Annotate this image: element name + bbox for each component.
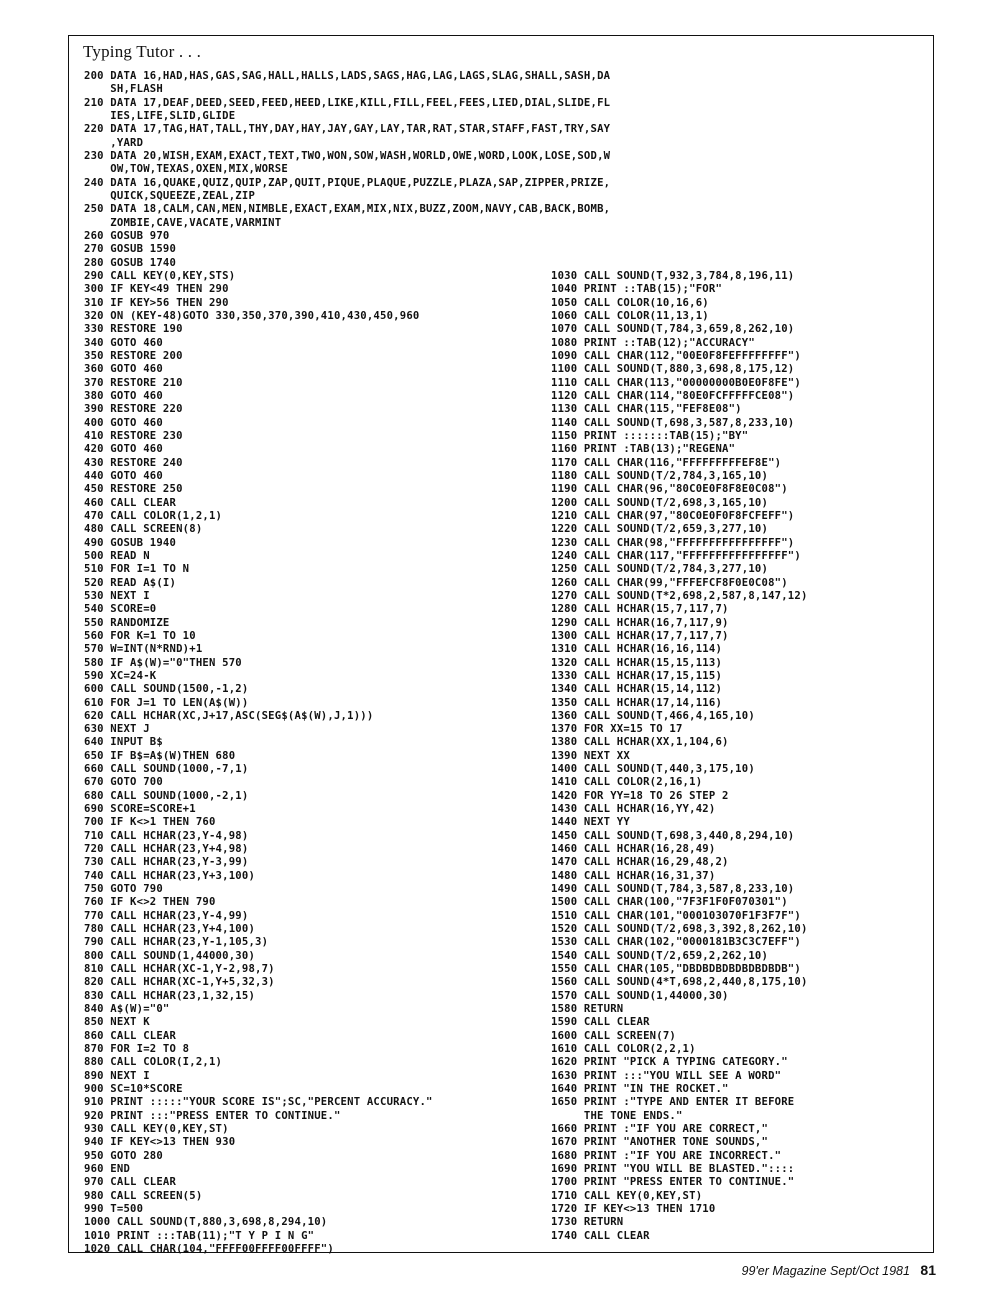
code-line: 1470 CALL HCHAR(16,29,48,2) bbox=[551, 856, 729, 869]
page-number: 81 bbox=[920, 1262, 936, 1278]
code-line: 1290 CALL HCHAR(16,7,117,9) bbox=[551, 616, 729, 629]
code-line: 1110 CALL CHAR(113,"00000000B0E0F8FE") bbox=[551, 376, 801, 389]
code-line: 1200 CALL SOUND(T/2,698,3,165,10) bbox=[551, 496, 769, 509]
code-line: 300 IF KEY<49 THEN 290 bbox=[84, 283, 229, 296]
code-line: 940 IF KEY<>13 THEN 930 bbox=[84, 1136, 236, 1149]
code-line: 1270 CALL SOUND(T*2,698,2,587,8,147,12) bbox=[551, 589, 808, 602]
code-line: 1590 CALL CLEAR bbox=[551, 1016, 650, 1029]
code-line: 1250 CALL SOUND(T/2,784,3,277,10) bbox=[551, 563, 769, 576]
code-line: 890 NEXT I bbox=[84, 1069, 150, 1082]
code-line: 270 GOSUB 1590 bbox=[84, 243, 177, 256]
code-line: 230 DATA 20,WISH,EXAM,EXACT,TEXT,TWO,WON,SOW,WASH,WORLD,OWE,WORD,LOOK,LOSE,SOD,W bbox=[84, 149, 611, 162]
code-line: 1130 CALL CHAR(115,"FEF8E08") bbox=[551, 403, 742, 416]
code-line: 1320 CALL HCHAR(15,15,113) bbox=[551, 656, 723, 669]
code-line: 1000 CALL SOUND(T,880,3,698,8,294,10) bbox=[84, 1216, 328, 1229]
code-line: 1080 PRINT ::TAB(12);"ACCURACY" bbox=[551, 336, 755, 349]
code-line: 580 IF A$(W)="0"THEN 570 bbox=[84, 656, 242, 669]
code-line: 440 GOTO 460 bbox=[84, 469, 163, 482]
code-line: 1170 CALL CHAR(116,"FFFFFFFFFEF8E") bbox=[551, 456, 782, 469]
code-line: 1650 PRINT :"TYPE AND ENTER IT BEFORE bbox=[551, 1096, 795, 1109]
code-line: 1630 PRINT :::"YOU WILL SEE A WORD" bbox=[551, 1069, 782, 1082]
code-line: 290 CALL KEY(0,KEY,STS) bbox=[84, 270, 236, 282]
code-line: 1540 CALL SOUND(T/2,659,2,262,10) bbox=[551, 949, 769, 962]
code-line: 1580 RETURN bbox=[551, 1003, 624, 1016]
code-line: 1660 PRINT :"IF YOU ARE CORRECT," bbox=[551, 1123, 769, 1135]
code-line: 730 CALL HCHAR(23,Y-3,99) bbox=[84, 856, 249, 869]
code-line: 1390 NEXT XX bbox=[551, 749, 630, 762]
code-line: 370 RESTORE 210 bbox=[84, 376, 183, 389]
code-line: 1210 CALL CHAR(97,"80C0E0F0F8FCFEFF") bbox=[551, 509, 795, 522]
code-line: OW,TOW,TEXAS,OXEN,MIX,WORSE bbox=[84, 163, 288, 176]
code-line: 470 CALL COLOR(1,2,1) bbox=[84, 509, 223, 522]
code-line: 1510 CALL CHAR(101,"000103070F1F3F7F") bbox=[551, 909, 801, 922]
code-line: 1680 PRINT :"IF YOU ARE INCORRECT." bbox=[551, 1149, 782, 1162]
code-line: 950 GOTO 280 bbox=[84, 1149, 163, 1162]
code-line: 450 RESTORE 250 bbox=[84, 483, 183, 496]
code-line: 660 CALL SOUND(1000,-7,1) bbox=[84, 763, 249, 776]
code-line: 570 W=INT(N*RND)+1 bbox=[84, 643, 203, 656]
page-title: Typing Tutor . . . bbox=[83, 42, 202, 61]
code-line: 740 CALL HCHAR(23,Y+3,100) bbox=[84, 869, 256, 882]
code-line: 1720 IF KEY<>13 THEN 1710 bbox=[551, 1202, 716, 1215]
code-line: 610 FOR J=1 TO LEN(A$(W)) bbox=[84, 696, 249, 709]
code-line: 1570 CALL SOUND(1,44000,30) bbox=[551, 989, 729, 1002]
code-line: 1530 CALL CHAR(102,"0000181B3C3C7EFF") bbox=[551, 936, 801, 949]
code-line: 1460 CALL HCHAR(16,28,49) bbox=[551, 843, 716, 856]
code-line: 920 PRINT :::"PRESS ENTER TO CONTINUE." bbox=[84, 1109, 341, 1122]
code-line: 510 FOR I=1 TO N bbox=[84, 563, 190, 576]
code-line: 1090 CALL CHAR(112,"00E0F8FEFFFFFFFF") bbox=[551, 349, 801, 362]
code-line: 1160 PRINT :TAB(13);"REGENA" bbox=[551, 443, 736, 456]
code-line: 220 DATA 17,TAG,HAT,TALL,THY,DAY,HAY,JAY,GAY,LAY,TAR,RAT,STAR,STAFF,FAST,TRY,SAY bbox=[84, 123, 611, 136]
code-line: 980 CALL SCREEN(5) bbox=[84, 1189, 203, 1202]
code-line: 1640 PRINT "IN THE ROCKET." bbox=[551, 1083, 729, 1096]
code-line: 680 CALL SOUND(1000,-2,1) bbox=[84, 789, 249, 802]
code-line: 1710 CALL KEY(0,KEY,ST) bbox=[551, 1189, 703, 1202]
code-line: 910 PRINT :::::"YOUR SCORE IS";SC,"PERCENT ACCURACY." bbox=[84, 1096, 433, 1109]
code-line: ZOMBIE,CAVE,VACATE,VARMINT bbox=[84, 216, 282, 229]
code-line: 380 GOTO 460 bbox=[84, 389, 163, 402]
code-line: 390 RESTORE 220 bbox=[84, 403, 183, 416]
code-line: 1220 CALL SOUND(T/2,659,3,277,10) bbox=[551, 523, 769, 536]
code-line: 1490 CALL SOUND(T,784,3,587,8,233,10) bbox=[551, 883, 795, 896]
code-line: 1150 PRINT :::::::TAB(15);"BY" bbox=[551, 429, 749, 442]
code-line: 400 GOTO 460 bbox=[84, 416, 163, 429]
code-line: 710 CALL HCHAR(23,Y-4,98) bbox=[84, 829, 249, 842]
code-line: 930 CALL KEY(0,KEY,ST) bbox=[84, 1123, 229, 1135]
code-line: 620 CALL HCHAR(XC,J+17,ASC(SEG$(A$(W),J,1))) bbox=[84, 709, 374, 722]
code-line: 790 CALL HCHAR(23,Y-1,105,3) bbox=[84, 936, 269, 949]
code-line: 1410 CALL COLOR(2,16,1) bbox=[551, 776, 703, 789]
code-line: 260 GOSUB 970 bbox=[84, 229, 170, 242]
code-line: 1060 CALL COLOR(11,13,1) bbox=[551, 309, 709, 322]
code-line: ,YARD bbox=[84, 136, 144, 149]
code-line: 1480 CALL HCHAR(16,31,37) bbox=[551, 869, 716, 882]
code-line: 860 CALL CLEAR bbox=[84, 1029, 177, 1042]
code-line: 1020 CALL CHAR(104,"FFFF00FFFF00FFFF") bbox=[84, 1242, 334, 1255]
code-line: 1050 CALL COLOR(10,16,6) bbox=[551, 296, 709, 309]
code-line: 1340 CALL HCHAR(15,14,112) bbox=[551, 683, 723, 696]
code-line: 1230 CALL CHAR(98,"FFFFFFFFFFFFFFFF") bbox=[551, 536, 795, 549]
code-line: 840 A$(W)="0" bbox=[84, 1003, 170, 1016]
code-line: 830 CALL HCHAR(23,1,32,15) bbox=[84, 989, 256, 1002]
code-line: 650 IF B$=A$(W)THEN 680 bbox=[84, 749, 236, 762]
code-line: SH,FLASH bbox=[84, 83, 163, 96]
code-line: 1330 CALL HCHAR(17,15,115) bbox=[551, 669, 723, 682]
code-line: 310 IF KEY>56 THEN 290 bbox=[84, 296, 229, 309]
listing-left-column bbox=[84, 270, 433, 1256]
code-line: 960 END bbox=[84, 1162, 131, 1175]
code-line: 490 GOSUB 1940 bbox=[84, 536, 177, 549]
code-line: 520 READ A$(I) bbox=[84, 576, 177, 589]
code-line: 1240 CALL CHAR(117,"FFFFFFFFFFFFFFFF") bbox=[551, 549, 801, 562]
code-line: 1120 CALL CHAR(114,"80E0FCFFFFFCE08") bbox=[551, 389, 795, 402]
code-line: 1370 FOR XX=15 TO 17 bbox=[551, 723, 683, 736]
code-line: 1420 FOR YY=18 TO 26 STEP 2 bbox=[551, 789, 729, 802]
code-line: 350 RESTORE 200 bbox=[84, 349, 183, 362]
code-line: 1430 CALL HCHAR(16,YY,42) bbox=[551, 803, 716, 816]
code-line: 810 CALL HCHAR(XC-1,Y-2,98,7) bbox=[84, 963, 275, 976]
code-line: 1190 CALL CHAR(96,"80C0E0F8F8E0C08") bbox=[551, 483, 788, 496]
code-line: 1740 CALL CLEAR bbox=[551, 1229, 650, 1242]
code-line: 900 SC=10*SCORE bbox=[84, 1083, 183, 1096]
code-line: 630 NEXT J bbox=[84, 723, 150, 736]
code-line: 1010 PRINT :::TAB(11);"T Y P I N G" bbox=[84, 1229, 315, 1242]
code-line: 1400 CALL SOUND(T,440,3,175,10) bbox=[551, 763, 755, 776]
code-line: 210 DATA 17,DEAF,DEED,SEED,FEED,HEED,LIKE,KILL,FILL,FEEL,FEES,LIED,DIAL,SLIDE,FL bbox=[84, 96, 611, 109]
code-line: 200 DATA 16,HAD,HAS,GAS,SAG,HALL,HALLS,LADS,SAGS,HAG,LAG,LAGS,SLAG,SHALL,SASH,DA bbox=[84, 70, 611, 82]
code-line: 670 GOTO 700 bbox=[84, 776, 163, 789]
code-line: 1550 CALL CHAR(105,"DBDBDBDBDBDBDBDB") bbox=[551, 963, 801, 976]
code-line: 1140 CALL SOUND(T,698,3,587,8,233,10) bbox=[551, 416, 795, 429]
listing-right-column bbox=[551, 270, 808, 1243]
code-line: 1260 CALL CHAR(99,"FFFEFCF8F0E0C08") bbox=[551, 576, 788, 589]
code-line: 1440 NEXT YY bbox=[551, 816, 630, 829]
code-line: 540 SCORE=0 bbox=[84, 603, 157, 616]
code-line: 560 FOR K=1 TO 10 bbox=[84, 629, 196, 642]
code-line: 240 DATA 16,QUAKE,QUIZ,QUIP,ZAP,QUIT,PIQUE,PLAQUE,PUZZLE,PLAZA,SAP,ZIPPER,PRIZE, bbox=[84, 176, 611, 189]
code-line: 820 CALL HCHAR(XC-1,Y+5,32,3) bbox=[84, 976, 275, 989]
code-line: 1670 PRINT "ANOTHER TONE SOUNDS," bbox=[551, 1136, 769, 1149]
code-line: 1700 PRINT "PRESS ENTER TO CONTINUE." bbox=[551, 1176, 795, 1189]
code-line: 480 CALL SCREEN(8) bbox=[84, 523, 203, 536]
code-line: 880 CALL COLOR(I,2,1) bbox=[84, 1056, 223, 1069]
code-line: 600 CALL SOUND(1500,-1,2) bbox=[84, 683, 249, 696]
code-line: 1360 CALL SOUND(T,466,4,165,10) bbox=[551, 709, 755, 722]
code-line: 1180 CALL SOUND(T/2,784,3,165,10) bbox=[551, 469, 769, 482]
code-line: 1030 CALL SOUND(T,932,3,784,8,196,11) bbox=[551, 270, 795, 282]
code-line: 1560 CALL SOUND(4*T,698,2,440,8,175,10) bbox=[551, 976, 808, 989]
code-line: 1100 CALL SOUND(T,880,3,698,8,175,12) bbox=[551, 363, 795, 376]
listing-top-block bbox=[84, 70, 610, 270]
code-line: QUICK,SQUEEZE,ZEAL,ZIP bbox=[84, 189, 256, 202]
code-line: 530 NEXT I bbox=[84, 589, 150, 602]
code-line: 1620 PRINT "PICK A TYPING CATEGORY." bbox=[551, 1056, 788, 1069]
page-footer bbox=[742, 1262, 937, 1280]
code-line: 770 CALL HCHAR(23,Y-4,99) bbox=[84, 909, 249, 922]
code-line: 990 T=500 bbox=[84, 1202, 144, 1215]
code-line: 550 RANDOMIZE bbox=[84, 616, 170, 629]
code-line: 340 GOTO 460 bbox=[84, 336, 163, 349]
code-line: 1610 CALL COLOR(2,2,1) bbox=[551, 1043, 696, 1056]
code-line: 1380 CALL HCHAR(XX,1,104,6) bbox=[551, 736, 729, 749]
code-line: 500 READ N bbox=[84, 549, 150, 562]
code-line: THE TONE ENDS." bbox=[551, 1109, 683, 1122]
code-line: 1730 RETURN bbox=[551, 1216, 624, 1229]
code-line: 720 CALL HCHAR(23,Y+4,98) bbox=[84, 843, 249, 856]
code-line: 460 CALL CLEAR bbox=[84, 496, 177, 509]
code-line: 330 RESTORE 190 bbox=[84, 323, 183, 336]
code-line: 410 RESTORE 230 bbox=[84, 429, 183, 442]
code-line: 760 IF K<>2 THEN 790 bbox=[84, 896, 216, 909]
code-line: 1300 CALL HCHAR(17,7,117,7) bbox=[551, 629, 729, 642]
code-line: 800 CALL SOUND(1,44000,30) bbox=[84, 949, 256, 962]
code-line: 750 GOTO 790 bbox=[84, 883, 163, 896]
code-line: 1600 CALL SCREEN(7) bbox=[551, 1029, 676, 1042]
code-line: 590 XC=24-K bbox=[84, 669, 157, 682]
code-line: 640 INPUT B$ bbox=[84, 736, 163, 749]
code-line: 1070 CALL SOUND(T,784,3,659,8,262,10) bbox=[551, 323, 795, 336]
code-line: 1350 CALL HCHAR(17,14,116) bbox=[551, 696, 723, 709]
code-line: 430 RESTORE 240 bbox=[84, 456, 183, 469]
code-line: 1690 PRINT "YOU WILL BE BLASTED.":::: bbox=[551, 1162, 795, 1175]
code-line: 780 CALL HCHAR(23,Y+4,100) bbox=[84, 923, 256, 936]
code-line: 320 ON (KEY-48)GOTO 330,350,370,390,410,430,450,960 bbox=[84, 309, 420, 322]
magazine-issue: 99'er Magazine Sept/Oct 1981 bbox=[741, 1264, 910, 1278]
code-line: IES,LIFE,SLID,GLIDE bbox=[84, 109, 236, 122]
code-line: 970 CALL CLEAR bbox=[84, 1176, 177, 1189]
code-line: 1310 CALL HCHAR(16,16,114) bbox=[551, 643, 723, 656]
code-line: 1280 CALL HCHAR(15,7,117,7) bbox=[551, 603, 729, 616]
code-line: 850 NEXT K bbox=[84, 1016, 150, 1029]
code-line: 1040 PRINT ::TAB(15);"FOR" bbox=[551, 283, 723, 296]
code-line: 1520 CALL SOUND(T/2,698,3,392,8,262,10) bbox=[551, 923, 808, 936]
code-line: 700 IF K<>1 THEN 760 bbox=[84, 816, 216, 829]
code-line: 360 GOTO 460 bbox=[84, 363, 163, 376]
code-line: 870 FOR I=2 TO 8 bbox=[84, 1043, 190, 1056]
code-line: 250 DATA 18,CALM,CAN,MEN,NIMBLE,EXACT,EXAM,MIX,NIX,BUZZ,ZOOM,NAVY,CAB,BACK,BOMB, bbox=[84, 203, 611, 216]
code-line: 280 GOSUB 1740 bbox=[84, 256, 177, 269]
code-line: 420 GOTO 460 bbox=[84, 443, 163, 456]
code-line: 690 SCORE=SCORE+1 bbox=[84, 803, 196, 816]
code-line: 1500 CALL CHAR(100,"7F3F1F0F070301") bbox=[551, 896, 788, 909]
code-line: 1450 CALL SOUND(T,698,3,440,8,294,10) bbox=[551, 829, 795, 842]
